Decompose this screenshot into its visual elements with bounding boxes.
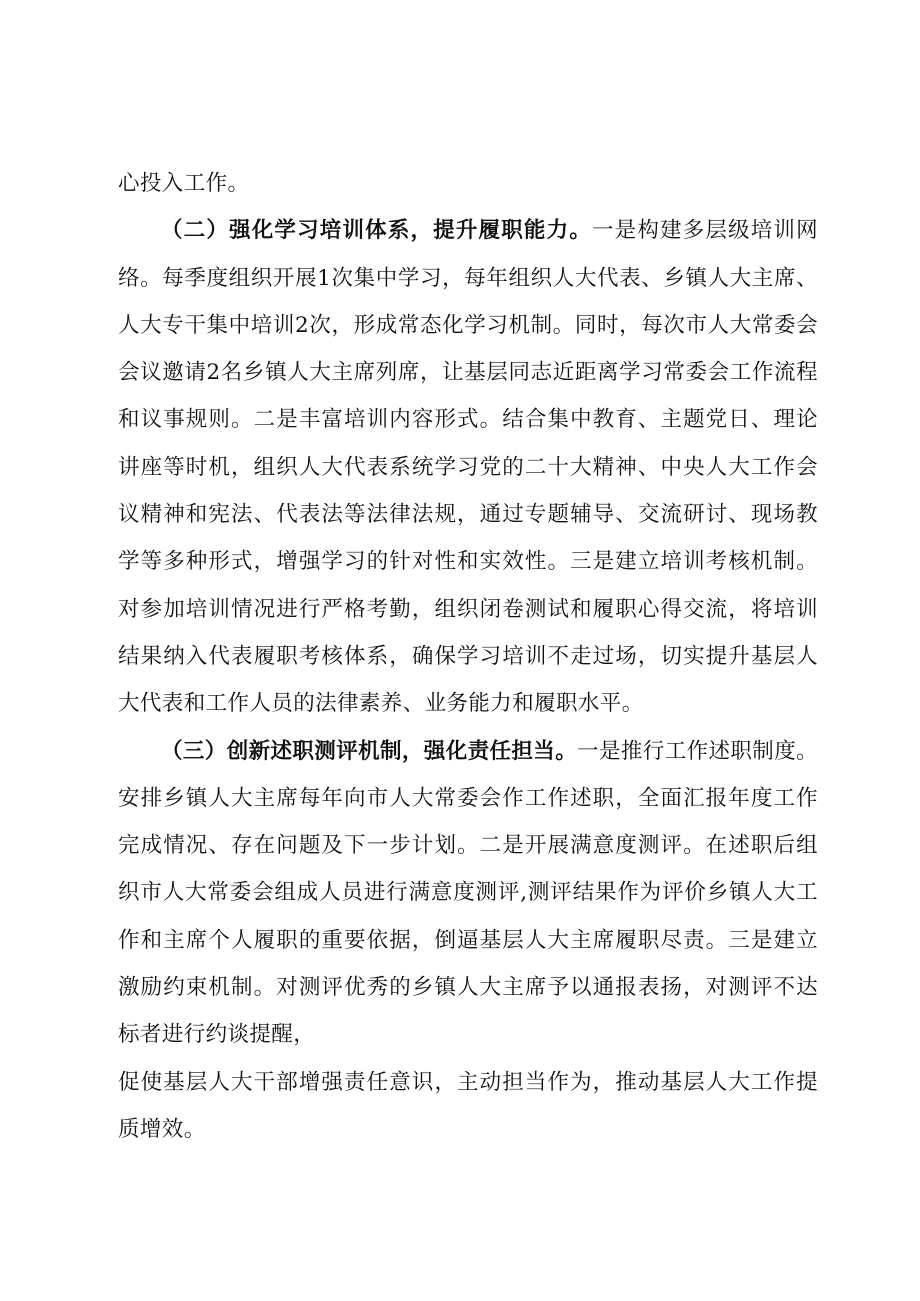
section-3-continuation-paragraph (118, 1059, 818, 1154)
section-3-continuation: 促使基层人大干部增强责任意识，主动担当作为，推动基层人大工作提质增效。 (118, 1069, 818, 1142)
section-3-heading: （三）创新述职测评机制，强化责任担当。 (161, 738, 578, 764)
section-2-body: 一是构建多层级培训网络。每季度组织开展1次集中学习，每年组织人大代表、乡镇人大主席、人大专干集中培训2次，形成常态化学习机制。同时，每次市人大常委会会议邀请2名乡镇人大主席列席，让基层同志近距离学习常委会工作流程和议事规则。二是丰富培训内容形式。结合集中教育、主题党日、理论讲座等时机，组织人大代表系统学习党的二十大精神、中央人大工作会议精神和宪法、代表法等法律法规，通过专题辅导、交流研讨、现场教学等多种形式，增强学习的针对性和实效性。三是建立培训考核机制。对参加培训情况进行严格考勤，组织闭卷测试和履职心得交流，将培训结果纳入代表履职考核体系，确保学习培训不走过场，切实提升基层人大代表和工作人员的法律素养、业务能力和履职水平。 (118, 218, 818, 717)
section-2-heading: （二）强化学习培训体系，提升履职能力。 (161, 218, 592, 244)
carryover-text: 心投入工作。 (118, 171, 250, 196)
carryover-paragraph (118, 160, 818, 207)
section-3-paragraph (118, 728, 818, 1059)
section-2-paragraph (118, 207, 818, 727)
section-3-body: 一是推行工作述职制度。安排乡镇人大主席每年向市人大常委会作工作述职，全面汇报年度工作完成情况、存在问题及下一步计划。二是开展满意度测评。在述职后组织市人大常委会组成人员进行满意度测评,测评结果作为评价乡镇人大工作和主席个人履职的重要依据，倒逼基层人大主席履职尽责。三是建立激励约束机制。对测评优秀的乡镇人大主席予以通报表扬，对测评不达标者进行约谈提醒， (118, 738, 819, 1048)
document-body (118, 160, 818, 1153)
